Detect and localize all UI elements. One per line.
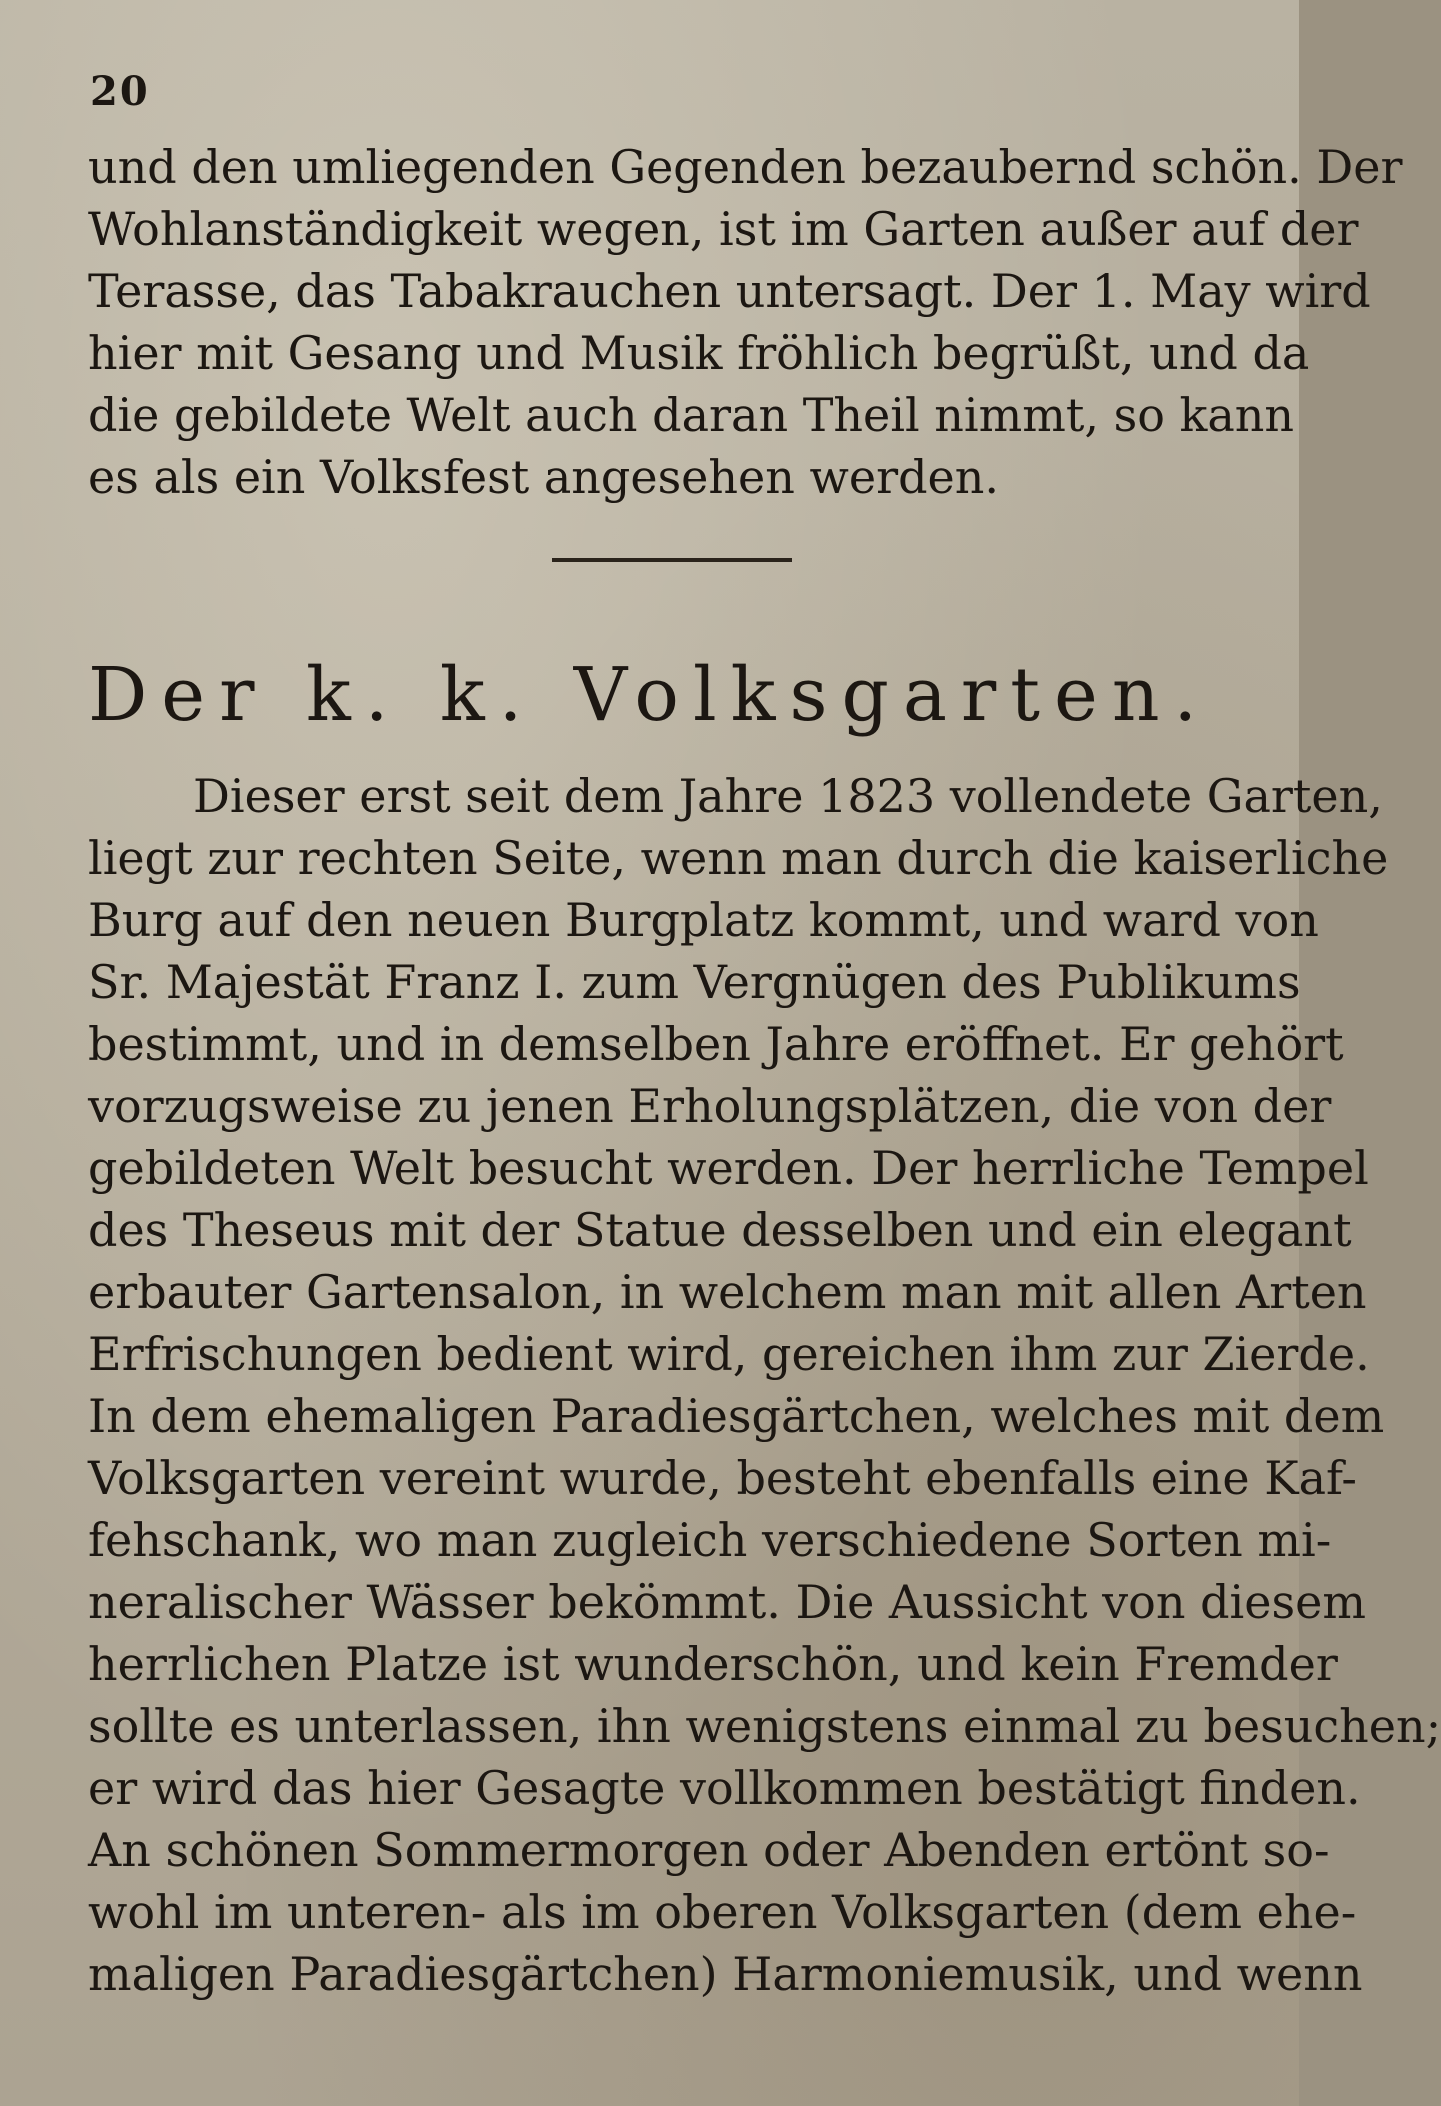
section-heading: Der k. k. Volksgarten.: [87, 652, 1212, 738]
text-line: wohl im unteren- als im oberen Volksgarten (dem ehe-: [88, 1885, 1357, 1939]
text-line: hier mit Gesang und Musik fröhlich begrüßt, und da: [88, 326, 1310, 380]
text-line: bestimmt, und in demselben Jahre eröffnet. Er gehört: [88, 1017, 1344, 1071]
text-line: neralischer Wässer bekömmt. Die Aussicht von diesem: [88, 1575, 1366, 1629]
text-line: Burg auf den neuen Burgplatz kommt, und ward von: [88, 893, 1319, 947]
text-line: erbauter Gartensalon, in welchem man mit allen Arten: [88, 1265, 1367, 1319]
text-line: Terasse, das Tabakrauchen untersagt. Der 1. May wird: [88, 264, 1371, 318]
text-line: des Theseus mit der Statue desselben und ein elegant: [88, 1203, 1352, 1257]
text-line: herrlichen Platze ist wunderschön, und kein Fremder: [88, 1637, 1338, 1691]
text-line: und den umliegenden Gegenden bezaubernd schön. Der: [88, 140, 1403, 194]
text-line: Sr. Majestät Franz I. zum Vergnügen des Publikums: [88, 955, 1301, 1009]
text-line: liegt zur rechten Seite, wenn man durch die kaiserliche: [88, 831, 1389, 885]
text-line: Dieser erst seit dem Jahre 1823 vollendete Garten,: [193, 769, 1383, 823]
text-line: Volksgarten vereint wurde, besteht ebenfalls eine Kaf-: [88, 1451, 1357, 1505]
text-line: maligen Paradiesgärtchen) Harmoniemusik, und wenn: [88, 1947, 1363, 2001]
text-line: Wohlanständigkeit wegen, ist im Garten außer auf der: [88, 202, 1359, 256]
section-separator: [552, 558, 792, 562]
main-paragraph: [88, 765, 1441, 2005]
text-line: gebildeten Welt besucht werden. Der herrliche Tempel: [88, 1141, 1369, 1195]
text-line: es als ein Volksfest angesehen werden.: [88, 450, 999, 504]
text-line: Erfrischungen bedient wird, gereichen ihm zur Zierde.: [88, 1327, 1370, 1381]
text-line: er wird das hier Gesagte vollkommen bestätigt finden.: [88, 1761, 1361, 1815]
text-line: sollte es unterlassen, ihn wenigstens einmal zu besuchen;: [88, 1699, 1441, 1753]
top-paragraph: [88, 136, 1403, 508]
text-line: fehschank, wo man zugleich verschiedene Sorten mi-: [88, 1513, 1332, 1567]
text-line: die gebildete Welt auch daran Theil nimmt, so kann: [88, 388, 1295, 442]
text-line: An schönen Sommermorgen oder Abenden ertönt so-: [88, 1823, 1330, 1877]
text-line: In dem ehemaligen Paradiesgärtchen, welches mit dem: [88, 1389, 1385, 1443]
text-line: vorzugsweise zu jenen Erholungsplätzen, die von der: [88, 1079, 1332, 1133]
page-number: 20: [90, 68, 150, 115]
